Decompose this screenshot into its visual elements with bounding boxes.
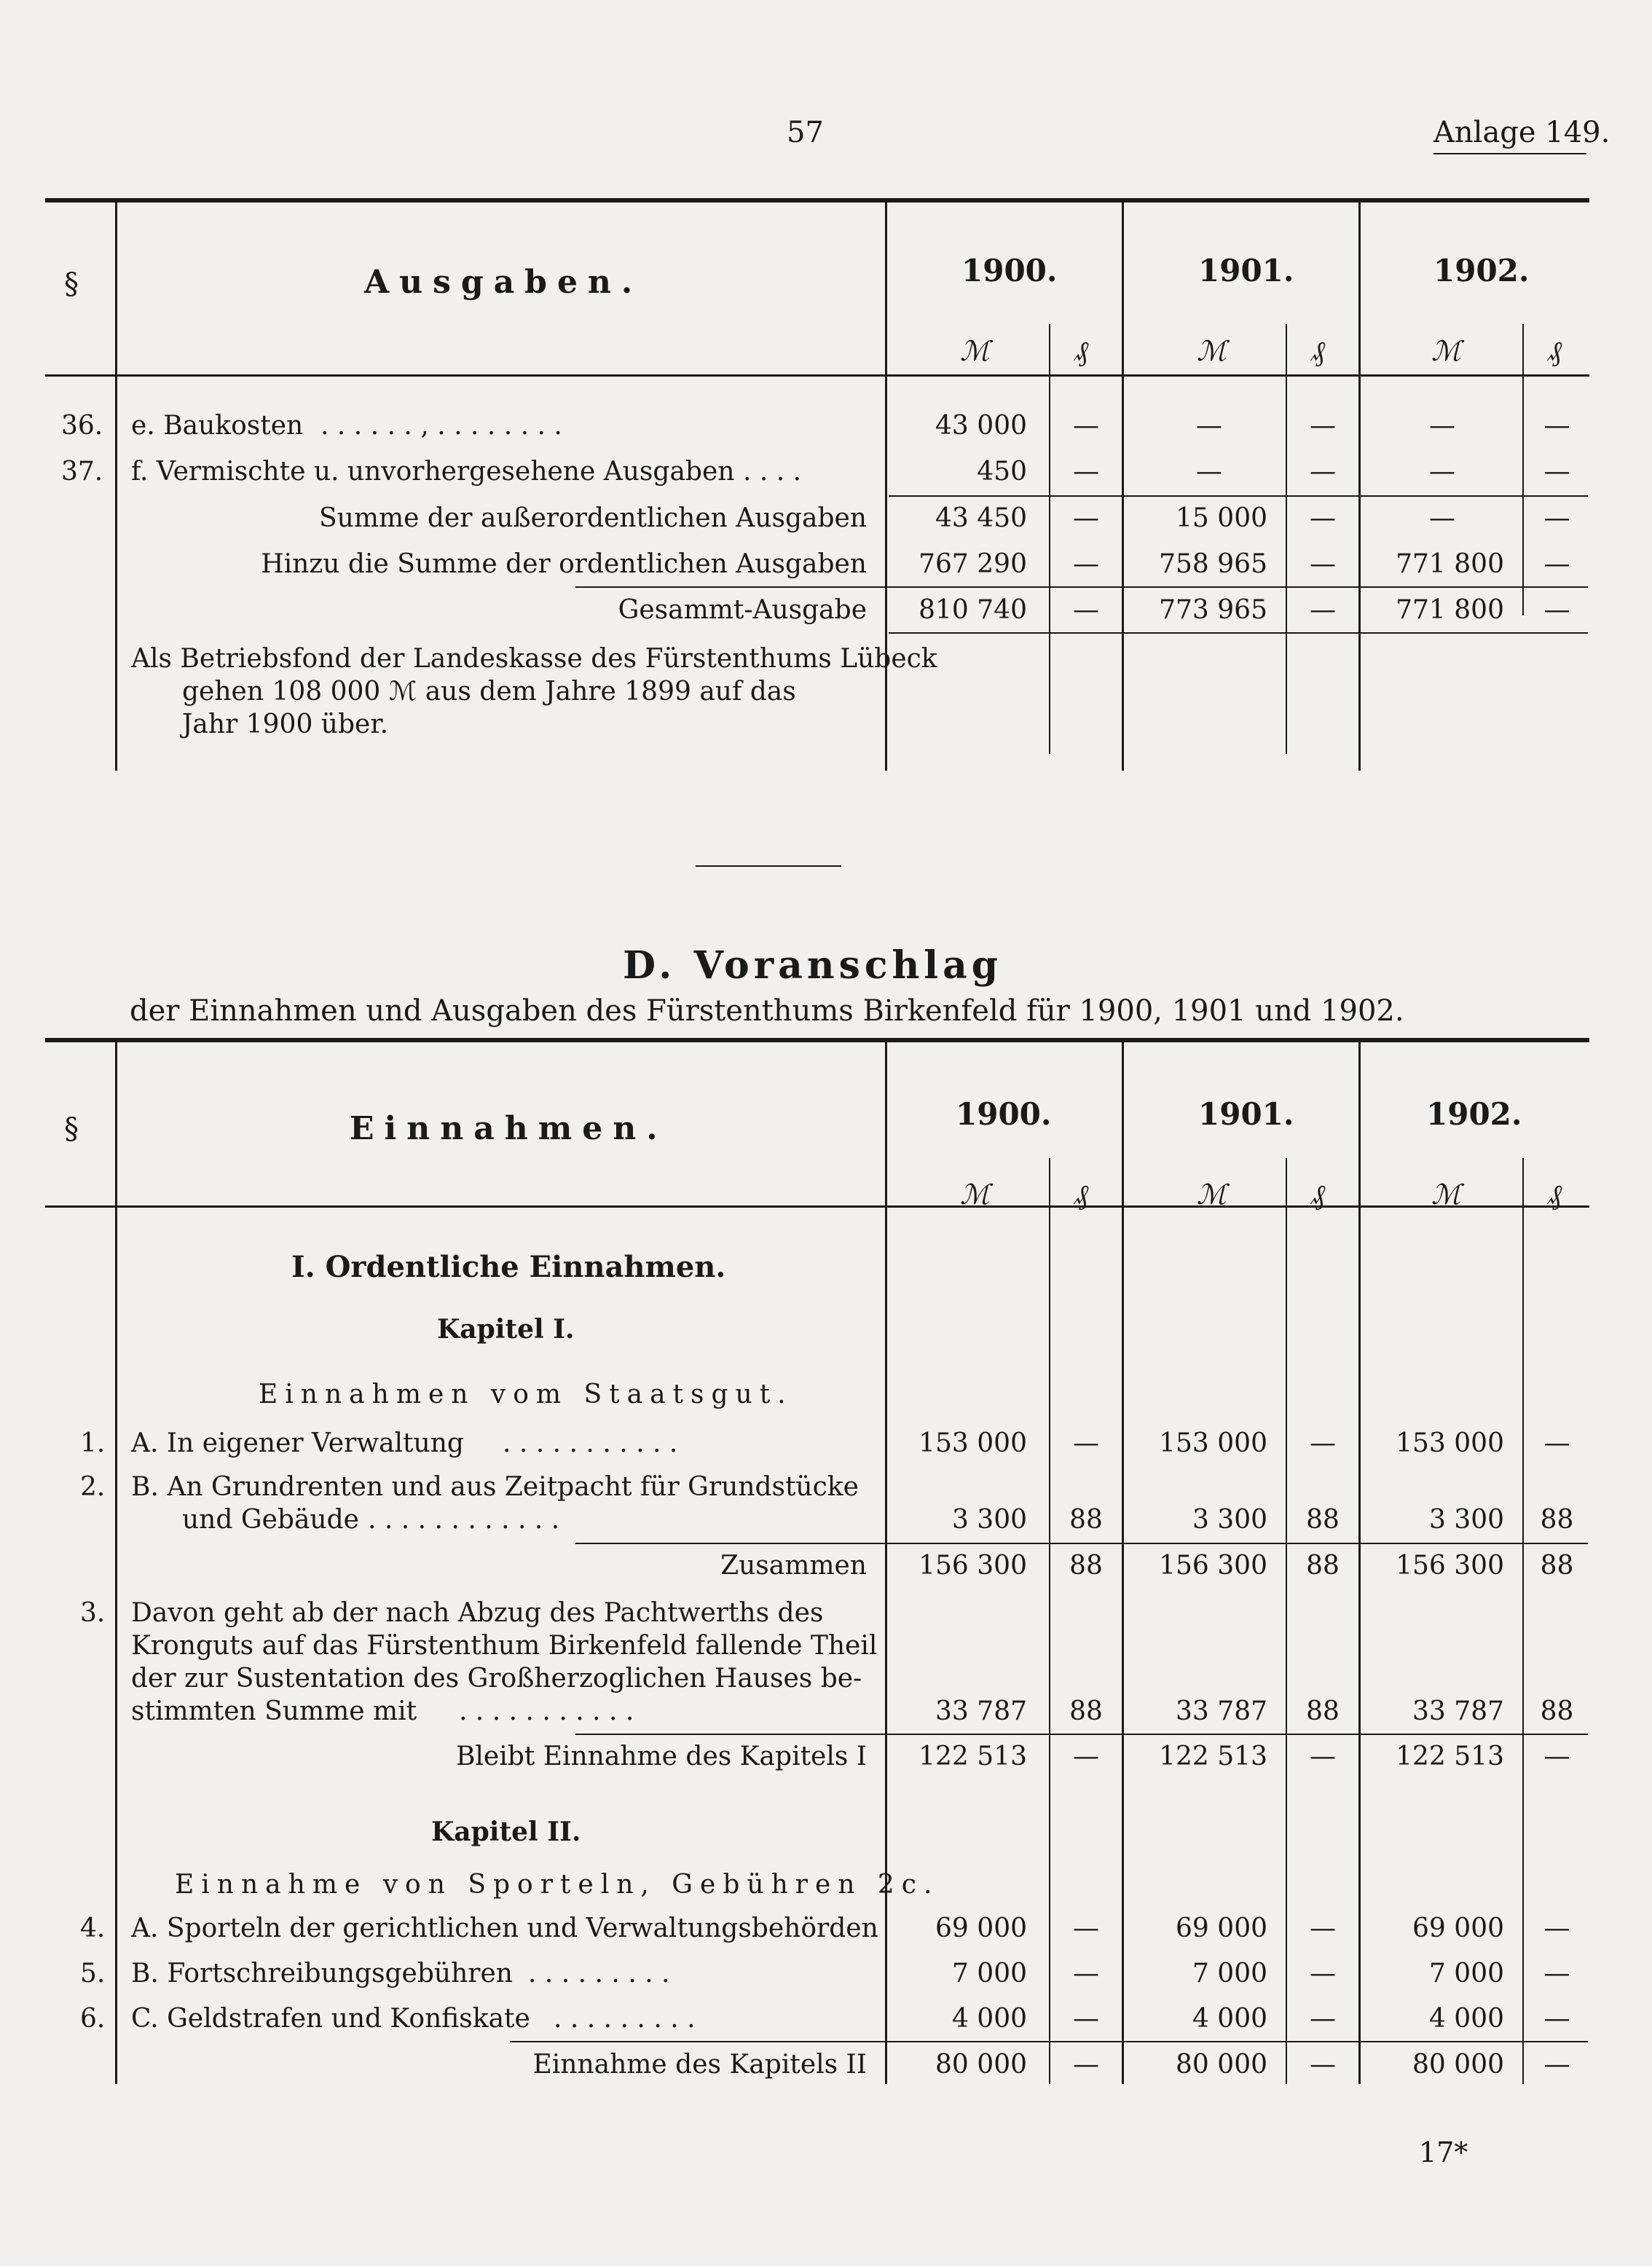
row-label: f. Vermischte u. unvorhergesehene Ausgaben — [131, 457, 735, 487]
table2-title: Einnahmen. — [350, 1110, 668, 1147]
pf-1900: — — [1073, 595, 1099, 625]
table1-pf-rule — [1522, 324, 1524, 615]
table2-col-rule — [1358, 1042, 1361, 2084]
table2-pf-rule — [1049, 1158, 1050, 2084]
pf-1901: — — [1310, 411, 1336, 441]
pf-1901: — — [1310, 1742, 1336, 1771]
value-1900: 43 450 — [935, 503, 1027, 533]
pf-1901: — — [1310, 503, 1336, 533]
value-1902: — — [1429, 503, 1455, 533]
signature-mark: 17* — [1419, 2136, 1468, 2168]
pfennig-unit: ₰ — [1311, 335, 1325, 367]
value-1901: 80 000 — [1176, 2050, 1267, 2080]
value-1902: 69 000 — [1412, 1913, 1504, 1943]
pf-1901: 88 — [1306, 1551, 1340, 1581]
pf-1901: — — [1310, 549, 1336, 579]
pf-1902: — — [1543, 503, 1570, 533]
table2-col-rule — [885, 1042, 887, 2084]
value-1900: 3 300 — [951, 1505, 1027, 1535]
row-number: 6. — [80, 2004, 106, 2034]
pf-1900: — — [1073, 1959, 1099, 1988]
value-1900: 80 000 — [935, 2050, 1027, 2080]
row-number: 2. — [80, 1472, 106, 1502]
pf-1902: — — [1543, 411, 1570, 441]
row-number: 1. — [80, 1428, 106, 1458]
year-1900-header: 1900. — [956, 1096, 1052, 1132]
pf-1902: — — [1543, 1742, 1570, 1771]
table1-col-rule — [1358, 202, 1361, 771]
section-d-title: D. Voranschlag — [623, 943, 1003, 988]
chapter-1-title: Kapitel I. — [437, 1314, 575, 1345]
value-1901: 758 965 — [1159, 549, 1267, 579]
pf-1902: 88 — [1540, 1696, 1574, 1726]
value-1900: 156 300 — [919, 1551, 1027, 1581]
pf-1901: — — [1310, 1913, 1336, 1943]
leader-dots: . . . . . . . . . . . — [503, 1428, 678, 1458]
row-label: B. An Grundrenten und aus Zeitpacht für Grundstücke — [131, 1472, 859, 1502]
table2-col-rule — [115, 1042, 117, 2084]
leader-dots: . . . . — [743, 457, 802, 487]
row-label: B. Fortschreibungsgebühren — [131, 1959, 513, 1988]
table1-col-rule — [885, 202, 887, 771]
value-1902: — — [1429, 411, 1455, 441]
row-number: 3. — [80, 1598, 106, 1628]
table2-top-rule — [45, 1038, 1589, 1042]
pf-1900: — — [1073, 1913, 1099, 1943]
pf-1902: 88 — [1540, 1505, 1574, 1535]
value-1901: 156 300 — [1159, 1551, 1267, 1581]
annex-label: Anlage 149. — [1433, 116, 1610, 149]
year-1902-header: 1902. — [1433, 253, 1530, 288]
table1-col-rule — [1122, 202, 1124, 771]
pf-1902: — — [1543, 457, 1570, 487]
row-label: A. Sporteln der gerichtlichen und Verwaltungsbehörden — [131, 1913, 878, 1943]
value-1900: 43 000 — [935, 411, 1027, 441]
pf-1901: 88 — [1306, 1505, 1340, 1535]
deduction-line: stimmten Summe mit — [131, 1696, 417, 1726]
value-1901: 7 000 — [1192, 1959, 1267, 1988]
value-1902: 33 787 — [1412, 1696, 1504, 1726]
pf-1900: — — [1073, 457, 1099, 487]
sum-label: Summe der außerordentlichen Ausgaben — [319, 503, 867, 533]
total-rule — [575, 586, 1588, 588]
row-label: A. In eigener Verwaltung — [131, 1428, 464, 1458]
value-1902: — — [1429, 457, 1455, 487]
subtotal-label: Zusammen — [720, 1551, 867, 1581]
pf-1902: — — [1543, 2050, 1570, 2080]
section-heading: I. Ordentliche Einnahmen. — [291, 1250, 726, 1284]
row-label: e. Baukosten — [131, 411, 304, 441]
value-1902: 4 000 — [1428, 2004, 1504, 2034]
pf-1900: — — [1073, 411, 1099, 441]
value-1901: 33 787 — [1176, 1696, 1267, 1726]
pf-1901: — — [1310, 1428, 1336, 1458]
pf-1902: — — [1543, 549, 1570, 579]
pf-1902: — — [1543, 595, 1570, 625]
value-1902: 771 800 — [1396, 549, 1504, 579]
pfennig-unit: ₰ — [1548, 1179, 1562, 1211]
chapter-1-subtitle: Einnahmen vom Staatsgut. — [259, 1380, 793, 1409]
value-1902: 156 300 — [1396, 1551, 1504, 1581]
value-1900: 122 513 — [919, 1742, 1027, 1771]
pf-1900: — — [1073, 2050, 1099, 2080]
year-1901-header: 1901. — [1198, 253, 1294, 288]
total-label: Gesammt-Ausgabe — [618, 595, 867, 625]
sum-label: Hinzu die Summe der ordentlichen Ausgaben — [261, 549, 867, 579]
remain-label: Bleibt Einnahme des Kapitels I — [455, 1742, 867, 1771]
mark-unit: ℳ — [1197, 1179, 1227, 1211]
pf-1900: — — [1073, 1428, 1099, 1458]
value-1902: 3 300 — [1428, 1505, 1504, 1535]
mark-unit: ℳ — [1431, 335, 1461, 367]
subtotal-rule — [575, 1543, 1588, 1544]
row-number: 37. — [61, 457, 103, 487]
section-d-subtitle: der Einnahmen und Ausgaben des Fürstenthums Birkenfeld für 1900, 1901 und 1902. — [130, 994, 1404, 1028]
annex-underline — [1433, 153, 1586, 154]
remain-rule — [575, 1734, 1588, 1735]
value-1901: — — [1196, 457, 1222, 487]
value-1902: 7 000 — [1428, 1959, 1504, 1988]
pf-1901: — — [1310, 457, 1336, 487]
pfennig-unit: ₰ — [1074, 1179, 1088, 1211]
pf-1901: 88 — [1306, 1696, 1340, 1726]
section-separator — [696, 865, 841, 867]
value-1902: 153 000 — [1396, 1428, 1504, 1458]
value-1900: 7 000 — [951, 1959, 1027, 1988]
pf-1900: — — [1073, 1742, 1099, 1771]
pf-1901: — — [1310, 2004, 1336, 2034]
leader-dots: . . . . . . . . . — [528, 1959, 670, 1988]
chapter-2-total-rule — [510, 2041, 1588, 2042]
page-number: 57 — [787, 116, 824, 149]
table1-pf-rule — [1049, 324, 1050, 754]
mark-unit: ℳ — [960, 1179, 990, 1211]
paragraph-header: § — [64, 1112, 79, 1146]
pf-1900: 88 — [1069, 1696, 1103, 1726]
year-1900-header: 1900. — [961, 253, 1058, 288]
leader-dots: . . . . . . . . . — [554, 2004, 696, 2034]
table2-col-rule — [1122, 1042, 1124, 2084]
mark-unit: ℳ — [1431, 1179, 1461, 1211]
chapter-2-title: Kapitel II. — [431, 1817, 581, 1847]
pf-1902: — — [1543, 1959, 1570, 1988]
row-number: 5. — [80, 1959, 106, 1988]
value-1900: 810 740 — [919, 595, 1027, 625]
pfennig-unit: ₰ — [1311, 1179, 1325, 1211]
deduction-line: Kronguts auf das Fürstenthum Birkenfeld fallende Theil — [131, 1631, 878, 1661]
value-1900: 33 787 — [935, 1696, 1027, 1726]
total-label: Einnahme des Kapitels II — [532, 2050, 867, 2080]
chapter-2-subtitle: Einnahme von Sporteln, Gebühren 2c. — [175, 1870, 940, 1900]
pf-1902: — — [1543, 1428, 1570, 1458]
row-number: 36. — [61, 411, 103, 441]
pf-1901: — — [1310, 595, 1336, 625]
pf-1901: — — [1310, 1959, 1336, 1988]
value-1901: 15 000 — [1176, 503, 1267, 533]
table1-col-rule — [115, 202, 117, 771]
pf-1900: — — [1073, 503, 1099, 533]
sum-rule — [889, 495, 1588, 497]
note-line: gehen 108 000 ℳ aus dem Jahre 1899 auf das — [182, 677, 796, 707]
value-1900: 4 000 — [951, 2004, 1027, 2034]
note-line: Als Betriebsfond der Landeskasse des Fürstenthums Lübeck — [131, 644, 937, 674]
pf-1900: 88 — [1069, 1505, 1103, 1535]
pf-1900: 88 — [1069, 1551, 1103, 1581]
value-1902: 771 800 — [1396, 595, 1504, 625]
value-1900: 69 000 — [935, 1913, 1027, 1943]
value-1901: 773 965 — [1159, 595, 1267, 625]
pf-1901: — — [1310, 2050, 1336, 2080]
table2-pf-rule — [1522, 1158, 1524, 2084]
total-bottom-rule — [889, 632, 1588, 634]
value-1900: 767 290 — [919, 549, 1027, 579]
value-1900: 450 — [977, 457, 1027, 487]
row-label-cont: und Gebäude — [182, 1505, 359, 1535]
pfennig-unit: ₰ — [1548, 335, 1562, 367]
value-1901: 69 000 — [1176, 1913, 1267, 1943]
leader-dots: . . . . . . , . . . . . . . . — [320, 411, 562, 441]
row-number: 4. — [80, 1913, 106, 1943]
pf-1900: — — [1073, 549, 1099, 579]
pf-1902: 88 — [1540, 1551, 1574, 1581]
deduction-line: der zur Sustentation des Großherzoglichen Hauses be- — [131, 1664, 862, 1693]
value-1900: 153 000 — [919, 1428, 1027, 1458]
year-1902-header: 1902. — [1426, 1096, 1522, 1132]
year-1901-header: 1901. — [1198, 1096, 1294, 1132]
table1-top-rule — [45, 198, 1589, 202]
table2-header-rule — [45, 1205, 1589, 1208]
mark-unit: ℳ — [960, 335, 990, 367]
value-1901: 3 300 — [1192, 1505, 1267, 1535]
mark-unit: ℳ — [1197, 335, 1227, 367]
table1-title: Ausgaben. — [364, 264, 643, 301]
value-1901: 4 000 — [1192, 2004, 1267, 2034]
table1-header-rule — [45, 374, 1589, 377]
table1-pf-rule — [1286, 324, 1287, 754]
row-label: C. Geldstrafen und Konfiskate — [131, 2004, 530, 2034]
paragraph-header: § — [64, 267, 79, 301]
value-1901: — — [1196, 411, 1222, 441]
leader-dots: . . . . . . . . . . . . — [368, 1505, 560, 1535]
pfennig-unit: ₰ — [1074, 335, 1088, 367]
table2-pf-rule — [1286, 1158, 1287, 2084]
note-line: Jahr 1900 über. — [182, 709, 389, 739]
value-1901: 122 513 — [1159, 1742, 1267, 1771]
value-1901: 153 000 — [1159, 1428, 1267, 1458]
leader-dots: . . . . . . . . . . . — [459, 1696, 634, 1726]
deduction-line: Davon geht ab der nach Abzug des Pachtwerths des — [131, 1598, 824, 1628]
pf-1902: — — [1543, 2004, 1570, 2034]
pf-1900: — — [1073, 2004, 1099, 2034]
value-1902: 122 513 — [1396, 1742, 1504, 1771]
value-1902: 80 000 — [1412, 2050, 1504, 2080]
pf-1902: — — [1543, 1913, 1570, 1943]
